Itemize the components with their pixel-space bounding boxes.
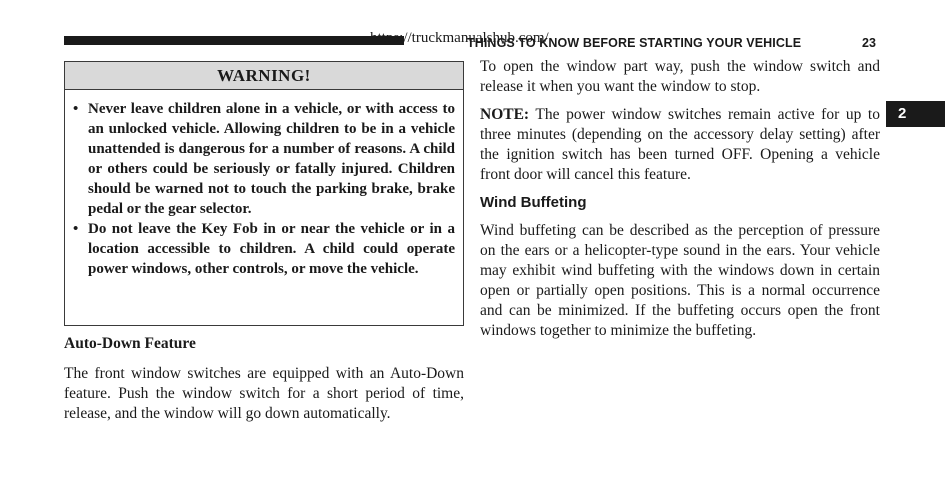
warning-box	[64, 61, 464, 326]
watermark-url: https://truckmanualshub.com/	[370, 30, 549, 46]
header-rule	[64, 36, 404, 45]
note-paragraph	[480, 105, 880, 185]
auto-down-body: The front window switches are equipped with an Auto-Down feature. Push the window switch for a short period of time, release, and the window will go down automatically.	[64, 365, 464, 422]
wind-buffeting-body: Wind buffeting can be described as the perception of pressure on the ears or a helicopter-type sound in the ears. Your vehicle may exhibit wind buffeting with the windows down in certain open or partially open positions. This is a normal occurrence and can be minimized. If the buffeting occurs open the front windows together to minimize the buffeting.	[480, 222, 880, 339]
wind-buffeting-heading: Wind Buffeting	[480, 194, 587, 211]
chapter-tab: 2	[886, 101, 945, 127]
auto-down-heading: Auto-Down Feature	[64, 335, 196, 352]
warning-item-key-fob: • Do not leave the Key Fob in or near the vehicle or in a location accessible to children. A child could operate power windows, other controls, or move the vehicle.	[73, 219, 455, 279]
page-number: 23	[862, 36, 876, 50]
note-text: The power window switches remain active for up to three minutes (depending on the accessory delay setting) after the ignition switch has been turned OFF. Opening a vehicle front door will cancel this feature.	[480, 106, 880, 183]
warning-heading: WARNING!	[65, 62, 463, 90]
warning-item-children: • Never leave children alone in a vehicle, or with access to an unlocked vehicle. Allowing children to be in a vehicle unattended is dangerous for a number of reasons. A child or others could be seriously or fatally injured. Children should be warned not to touch the parking brake, brake pedal or the gear selector.	[73, 99, 455, 219]
window-intro-paragraph: To open the window part way, push the window switch and release it when you want the window to stop.	[480, 58, 880, 95]
warning-list	[65, 90, 463, 279]
auto-down-section	[64, 334, 464, 432]
note-label: NOTE:	[480, 106, 530, 123]
right-column	[480, 57, 880, 349]
section-title: THINGS TO KNOW BEFORE STARTING YOUR VEHICLE	[467, 36, 802, 50]
